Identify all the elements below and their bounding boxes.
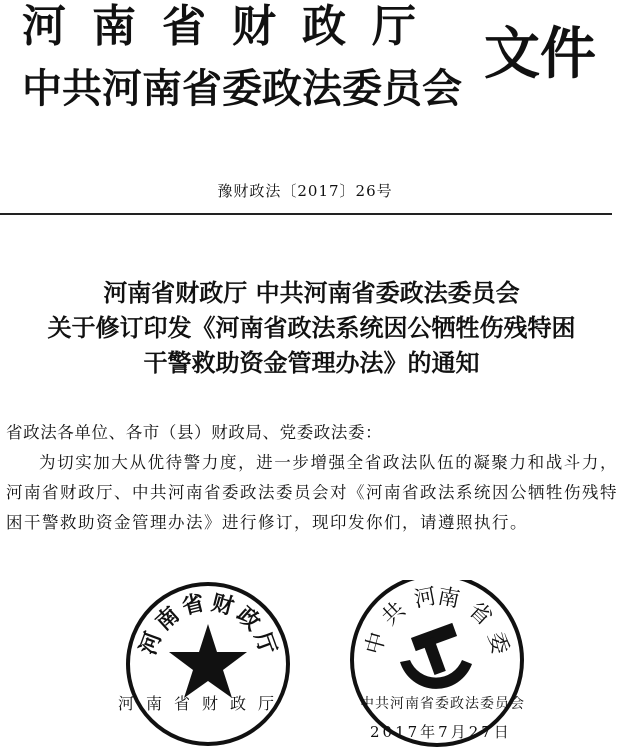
political-legal-committee-seal: [352, 580, 522, 745]
svg-text:南: 南: [435, 584, 462, 613]
finance-dept-seal: [128, 584, 288, 744]
document-number: 豫财政法〔2017〕26号: [217, 182, 393, 200]
title-line-3: 干警救助资金管理办法》的通知: [143, 349, 480, 377]
svg-text:财: 财: [208, 590, 237, 621]
header-divider: [0, 213, 612, 215]
svg-text:南: 南: [151, 602, 185, 636]
svg-text:省: 省: [463, 597, 497, 631]
issue-date: 2017年7月27日: [370, 723, 512, 741]
svg-text:政: 政: [231, 602, 265, 636]
svg-text:河: 河: [135, 628, 167, 659]
official-seals: [0, 580, 623, 755]
signature-finance-dept: 河南省财政厅: [118, 694, 287, 713]
svg-text:共: 共: [377, 597, 411, 631]
issuer-line-finance-dept: 河南省财政厅: [22, 1, 442, 52]
svg-text:委: 委: [482, 629, 513, 658]
svg-text:中: 中: [361, 629, 392, 658]
title-line-2: 关于修订印发《河南省政法系统因公牺牲伤残特困: [47, 314, 576, 342]
svg-text:省: 省: [179, 590, 208, 621]
body-paragraph: 为切实加大从优待警力度，进一步增强全省政法队伍的凝聚力和战斗力，河南省财政厅、中共河南省委政法委员会对《河南省政法系统因公牺牲伤残特困干警救助资金管理办法》进行修订，现印发你们，请遵照执行。: [6, 453, 618, 532]
svg-text:河: 河: [412, 584, 439, 613]
svg-text:厅: 厅: [249, 628, 281, 659]
issuer-line-political-legal-committee: 中共河南省委政法委员会: [22, 66, 462, 112]
title-line-1: 河南省财政厅 中共河南省委政法委员会: [103, 279, 520, 307]
document-type-label: 文件: [484, 22, 596, 87]
addressees: 省政法各单位、各市（县）财政局、党委政法委：: [6, 423, 383, 442]
signature-political-legal-committee: 中共河南省委政法委员会: [360, 696, 525, 712]
star-icon: [169, 624, 247, 698]
hammer-sickle-icon: [400, 623, 472, 689]
